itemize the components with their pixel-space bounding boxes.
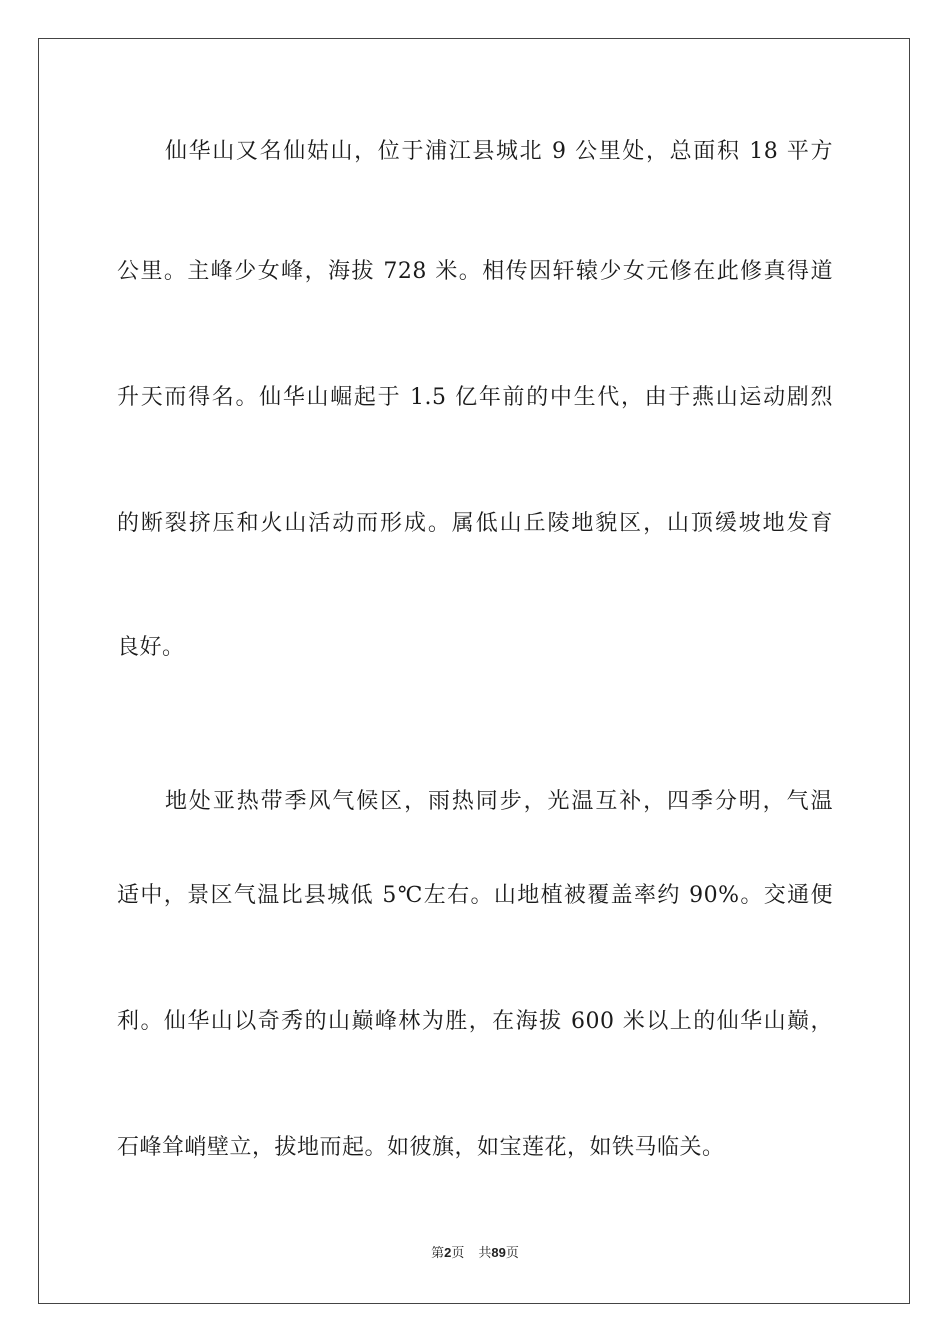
footer-page-prefix: 第 [431,1246,445,1261]
paragraph-2-line-3: 利。仙华山以奇秀的山巅峰林为胜，在海拔 600 米以上的仙华山巅， [117,1009,833,1034]
paragraph-2-line-2: 适中，景区气温比县城低 5℃左右。山地植被覆盖率约 90%。交通便 [117,883,833,908]
paragraph-2-line-1: 地处亚热带季风气候区，雨热同步，光温互补，四季分明，气温 [165,789,833,814]
footer-page-suffix: 页 [451,1246,465,1261]
footer-total-prefix: 共 [478,1246,492,1261]
paragraph-1-line-2: 公里。主峰少女峰，海拔 728 米。相传因轩辕少女元修在此修真得道 [117,259,833,284]
footer-total-suffix: 页 [505,1246,519,1261]
footer-page-number: 2 [444,1245,452,1260]
footer-total-pages: 89 [491,1245,506,1260]
paragraph-2-line-4: 石峰耸峭壁立，拔地而起。如彼旗，如宝莲花，如铁马临关。 [117,1135,725,1160]
page-border [38,38,910,1304]
paragraph-1-line-4: 的断裂挤压和火山活动而形成。属低山丘陵地貌区，山顶缓坡地发育 [117,511,833,536]
page-footer [0,1245,950,1262]
paragraph-1-line-5: 良好。 [117,635,185,660]
paragraph-1-line-1: 仙华山又名仙姑山，位于浦江县城北 9 公里处，总面积 18 平方 [165,139,833,164]
paragraph-1-line-3: 升天而得名。仙华山崛起于 1.5 亿年前的中生代，由于燕山运动剧烈 [117,385,833,410]
